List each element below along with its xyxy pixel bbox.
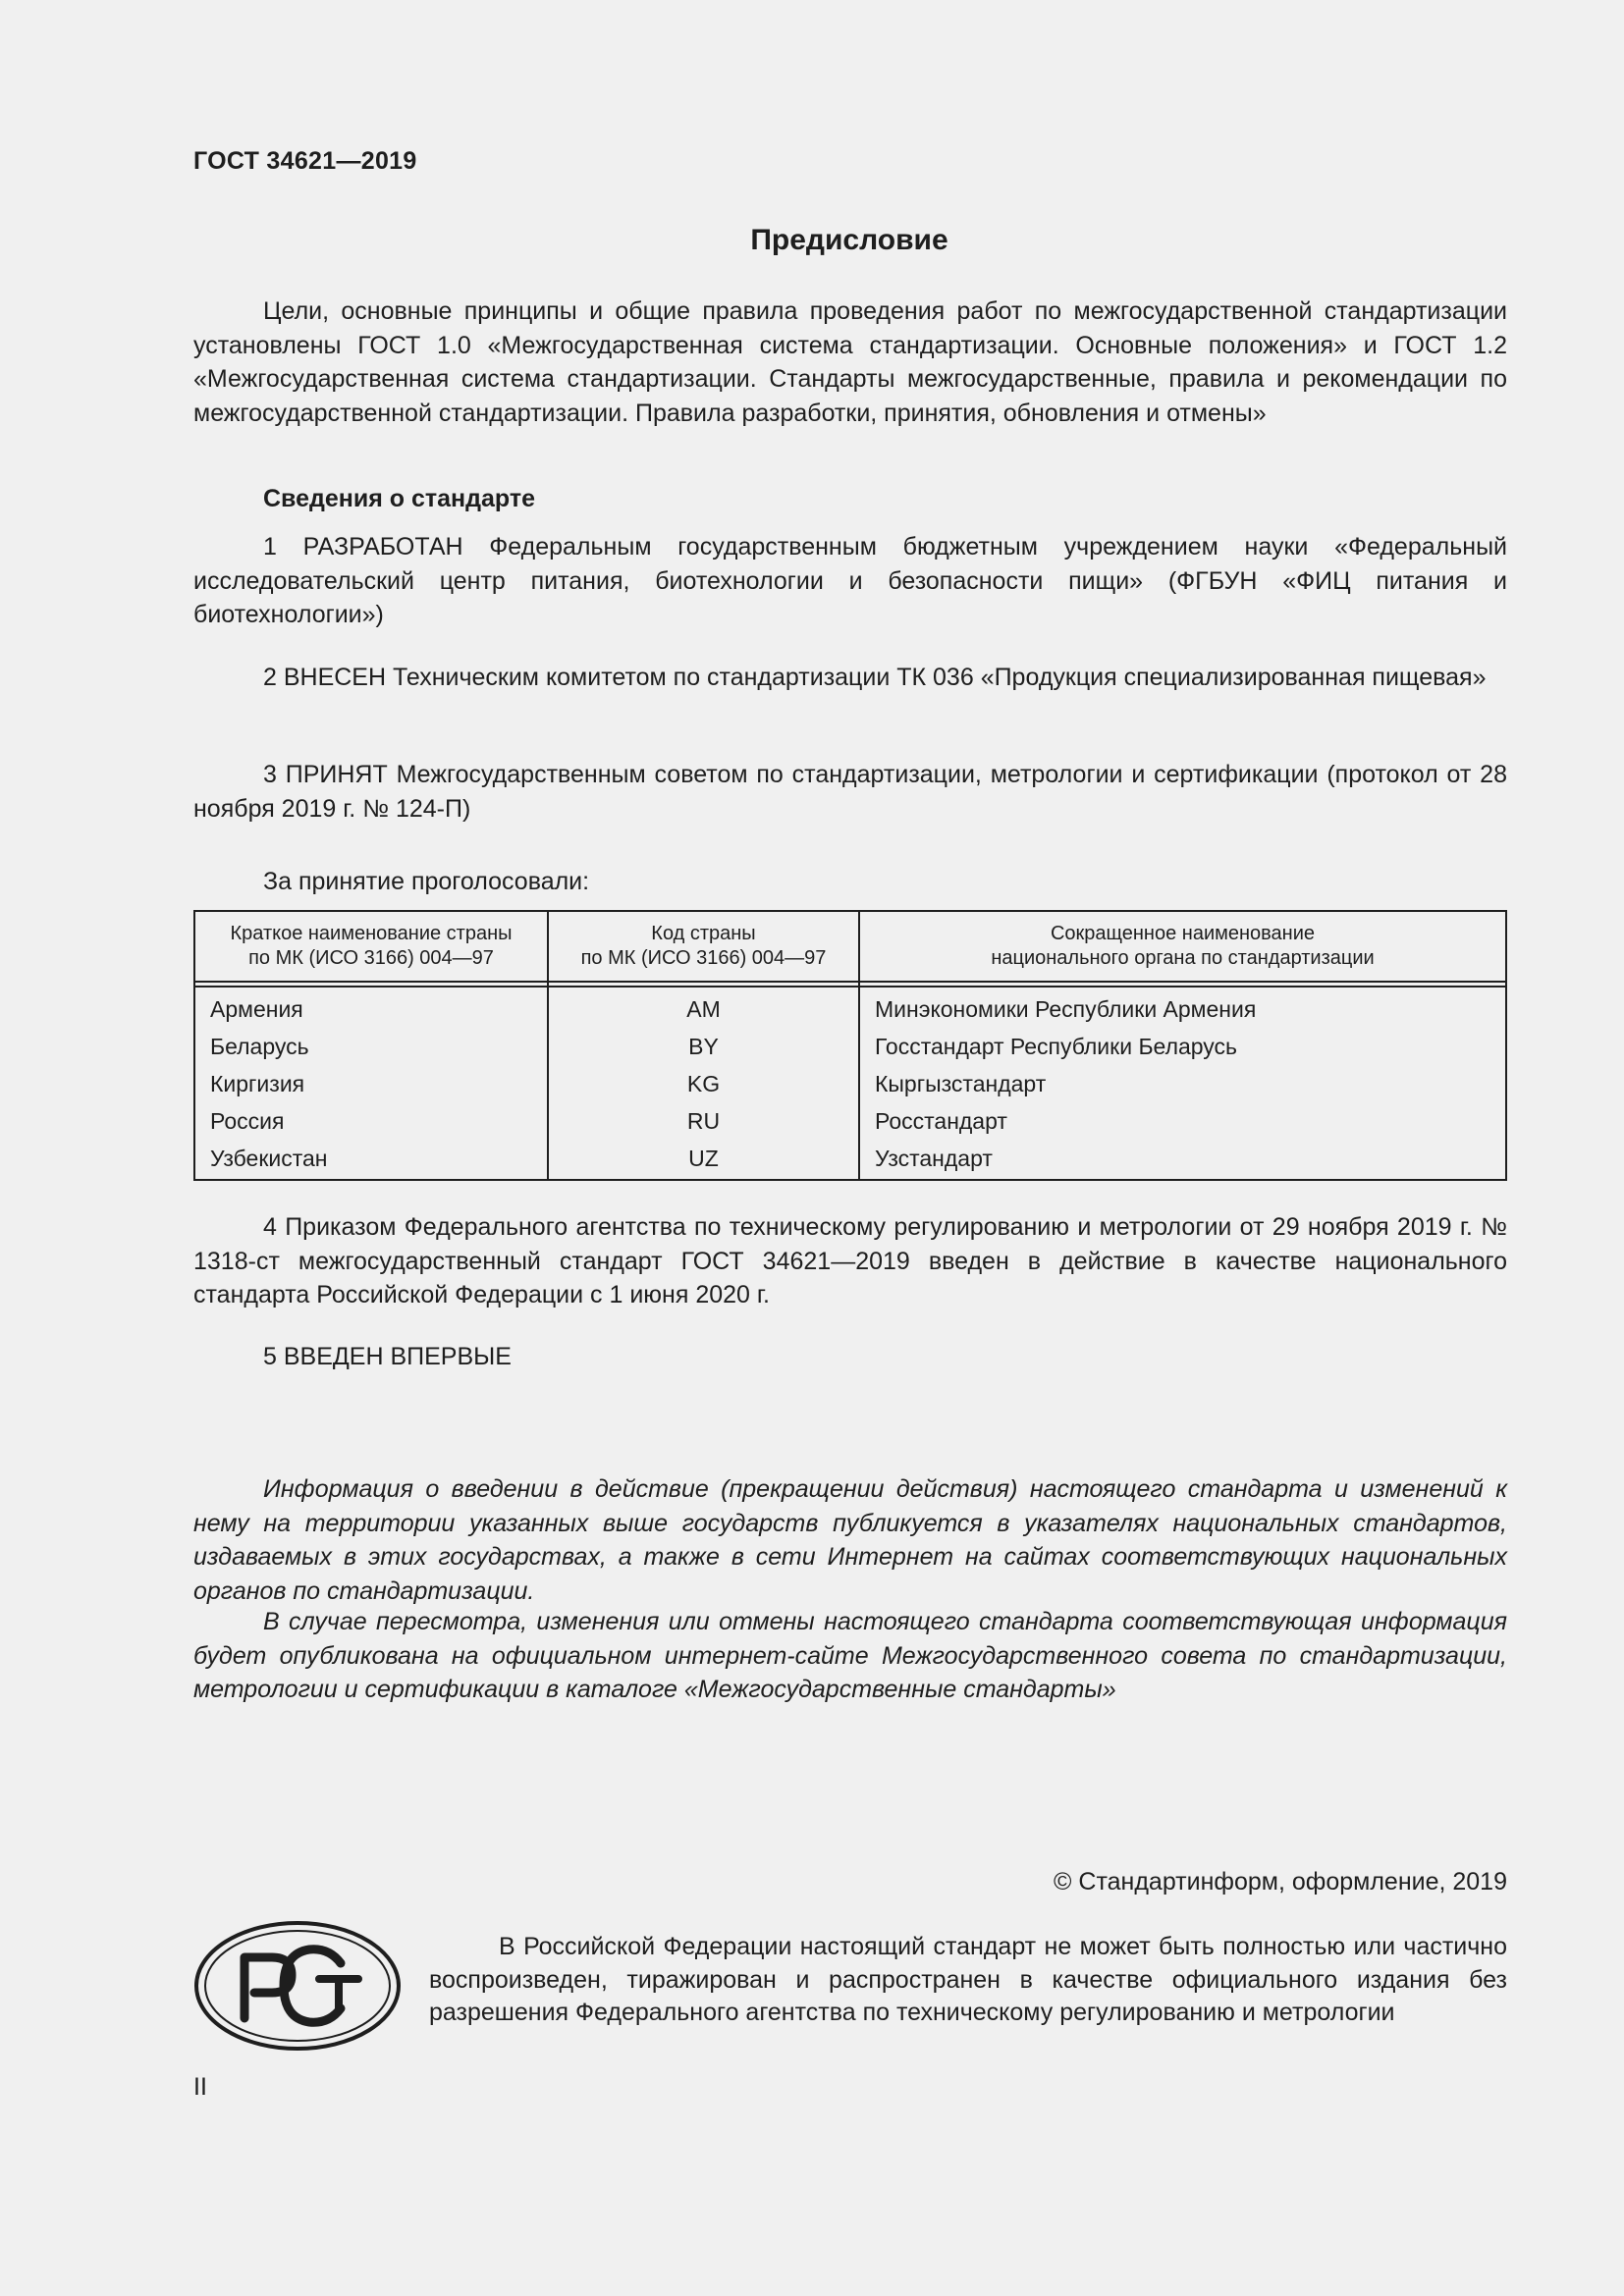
- item-2-paragraph: 2 ВНЕСЕН Техническим комитетом по стандартизации ТК 036 «Продукция специализированная пищевая»: [263, 664, 1487, 691]
- table-cell-country: Узбекистан: [210, 1146, 328, 1171]
- notice-paragraph-2: В случае пересмотра, изменения или отмены настоящего стандарта соответствующая информация будет опубликована на официальном интернет-сайте Межгосударственного совета по стандартизации, метрологии и сертификации в каталоге «Межгосударственные стандарты»: [193, 1608, 1507, 1703]
- table-cell-body: Минэкономики Республики Армения: [875, 996, 1257, 1022]
- table-cell-code: RU: [686, 1108, 721, 1134]
- table-header-divider: [195, 986, 1505, 988]
- table-cell-code: KG: [686, 1071, 721, 1096]
- item-5-paragraph: 5 ВВЕДЕН ВПЕРВЫЕ: [263, 1343, 512, 1370]
- table-cell-country: Беларусь: [210, 1034, 309, 1059]
- notice-paragraph-1: Информация о введении в действие (прекращении действия) настоящего стандарта и изменений к нему на территории указанных выше государств публикуется в указателях национальных стандартов, издаваемых в этих государствах, а также в сети Интернет на сайтах соответствующих национальных органов по стандартизации.: [193, 1475, 1507, 1605]
- countries-table: [193, 910, 1507, 1181]
- table-cell-country: Армения: [210, 996, 303, 1022]
- voted-label: За принятие проголосовали:: [263, 868, 590, 895]
- page-number: II: [193, 2073, 207, 2101]
- rights-notice: В Российской Федерации настоящий стандарт не может быть полностью или частично воспроизведен, тиражирован и распространен в качестве официального издания без разрешения Федерального агентства по техническому регулированию и метрологии: [429, 1933, 1507, 2026]
- table-cell-body: Узстандарт: [875, 1146, 993, 1171]
- table-cell-body: Госстандарт Республики Беларусь: [875, 1034, 1238, 1059]
- document-code: ГОСТ 34621—2019: [193, 147, 417, 175]
- item-4-paragraph: 4 Приказом Федерального агентства по техническому регулированию и метрологии от 29 ноября 2019 г. № 1318-ст межгосударственный стандарт ГОСТ 34621—2019 введен в действие в качестве национального стандарта Российской Федерации с 1 июня 2020 г.: [193, 1213, 1507, 1308]
- table-cell-body: Кыргызстандарт: [875, 1071, 1047, 1096]
- table-cell-country: Россия: [210, 1108, 285, 1134]
- section-heading: Сведения о стандарте: [263, 485, 536, 512]
- item-3-paragraph: 3 ПРИНЯТ Межгосударственным советом по стандартизации, метрологии и сертификации (протокол от 28 ноября 2019 г. № 124-П): [193, 761, 1507, 823]
- item-1-paragraph: 1 РАЗРАБОТАН Федеральным государственным бюджетным учреждением науки «Федеральный исследовательский центр питания, биотехнологии и безопасности пищи» (ФГБУН «ФИЦ питания и биотехнологии»): [193, 533, 1507, 628]
- intro-paragraph: Цели, основные принципы и общие правила проведения работ по межгосударственной стандартизации установлены ГОСТ 1.0 «Межгосударственная система стандартизации. Основные положения» и ГОСТ 1.2 «Межгосударственная система стандартизации. Стандарты межгосударственные, правила и рекомендации по межгосударственной стандартизации. Правила разработки, принятия, обновления и отмены»: [193, 297, 1507, 427]
- table-header-country: Краткое наименование страны по МК (ИСО 3166) 004—97: [230, 923, 513, 969]
- page-title: Предисловие: [750, 224, 948, 256]
- table-header-body: Сокращенное наименование национального органа по стандартизации: [991, 923, 1375, 969]
- table-cell-body: Росстандарт: [875, 1108, 1007, 1134]
- table-header-divider: [195, 981, 1505, 983]
- rst-logo-icon: [193, 1920, 402, 2052]
- table-cell-code: UZ: [688, 1146, 719, 1171]
- copyright-line: © Стандартинформ, оформление, 2019: [1054, 1868, 1507, 1896]
- table-header-code: Код страны по МК (ИСО 3166) 004—97: [580, 923, 827, 969]
- table-cell-code: AM: [686, 996, 721, 1022]
- table-cell-code: BY: [688, 1034, 719, 1059]
- table-cell-country: Киргизия: [210, 1071, 305, 1096]
